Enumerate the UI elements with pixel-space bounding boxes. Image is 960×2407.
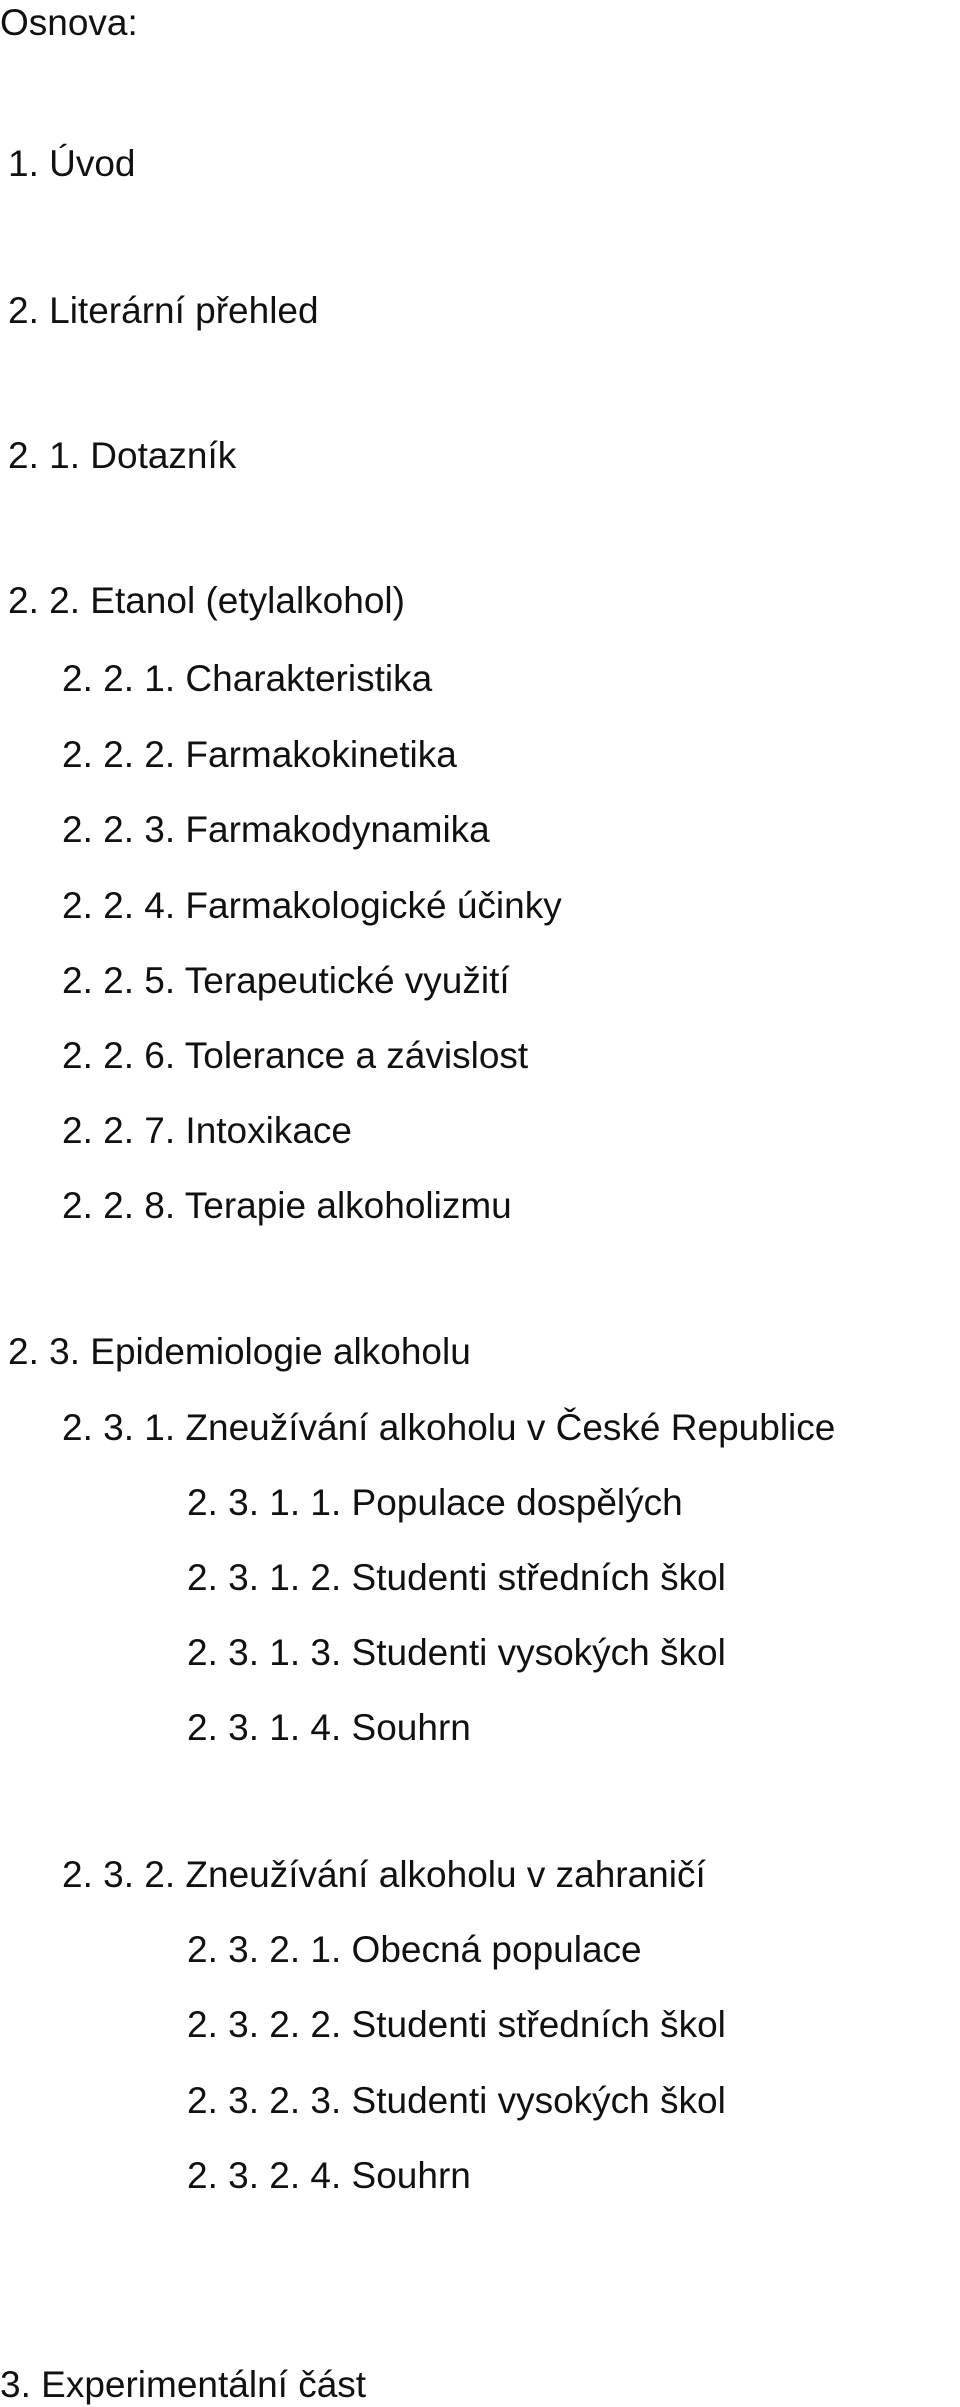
outline-item-2-2-6: 2. 2. 6. Tolerance a závislost [62,1035,529,1076]
outline-item-2-3-2-2: 2. 3. 2. 2. Studenti středních škol [187,2004,726,2045]
outline-item-2: 2. Literární přehled [8,290,319,331]
outline-item-2-3-2: 2. 3. 2. Zneužívání alkoholu v zahraničí [62,1854,706,1895]
outline-item-2-3-1-2: 2. 3. 1. 2. Studenti středních škol [187,1557,726,1598]
outline-heading: Osnova: [0,2,138,43]
outline-item-2-3-2-3: 2. 3. 2. 3. Studenti vysokých škol [187,2080,726,2121]
outline-item-2-3-1-3: 2. 3. 1. 3. Studenti vysokých škol [187,1632,726,1673]
outline-item-2-3-1-4: 2. 3. 1. 4. Souhrn [187,1707,471,1748]
outline-item-2-3: 2. 3. Epidemiologie alkoholu [8,1331,471,1372]
outline-item-2-2-5: 2. 2. 5. Terapeutické využití [62,960,510,1001]
outline-item-2-2-4: 2. 2. 4. Farmakologické účinky [62,885,562,926]
outline-item-2-2-2: 2. 2. 2. Farmakokinetika [62,734,457,775]
outline-item-2-2: 2. 2. Etanol (etylalkohol) [8,580,405,621]
outline-item-2-2-7: 2. 2. 7. Intoxikace [62,1110,353,1151]
outline-item-2-3-1-1: 2. 3. 1. 1. Populace dospělých [187,1482,683,1523]
outline-item-2-1: 2. 1. Dotazník [8,435,237,476]
outline-item-2-2-8: 2. 2. 8. Terapie alkoholizmu [62,1185,512,1226]
outline-item-3: 3. Experimentální část [0,2364,367,2405]
outline-item-2-2-1: 2. 2. 1. Charakteristika [62,658,433,699]
outline-item-2-3-1: 2. 3. 1. Zneužívání alkoholu v České Republice [62,1407,836,1448]
outline-item-2-2-3: 2. 2. 3. Farmakodynamika [62,809,490,850]
outline-item-1: 1. Úvod [8,143,136,184]
outline-item-2-3-2-4: 2. 3. 2. 4. Souhrn [187,2155,471,2196]
outline-item-2-3-2-1: 2. 3. 2. 1. Obecná populace [187,1929,642,1970]
